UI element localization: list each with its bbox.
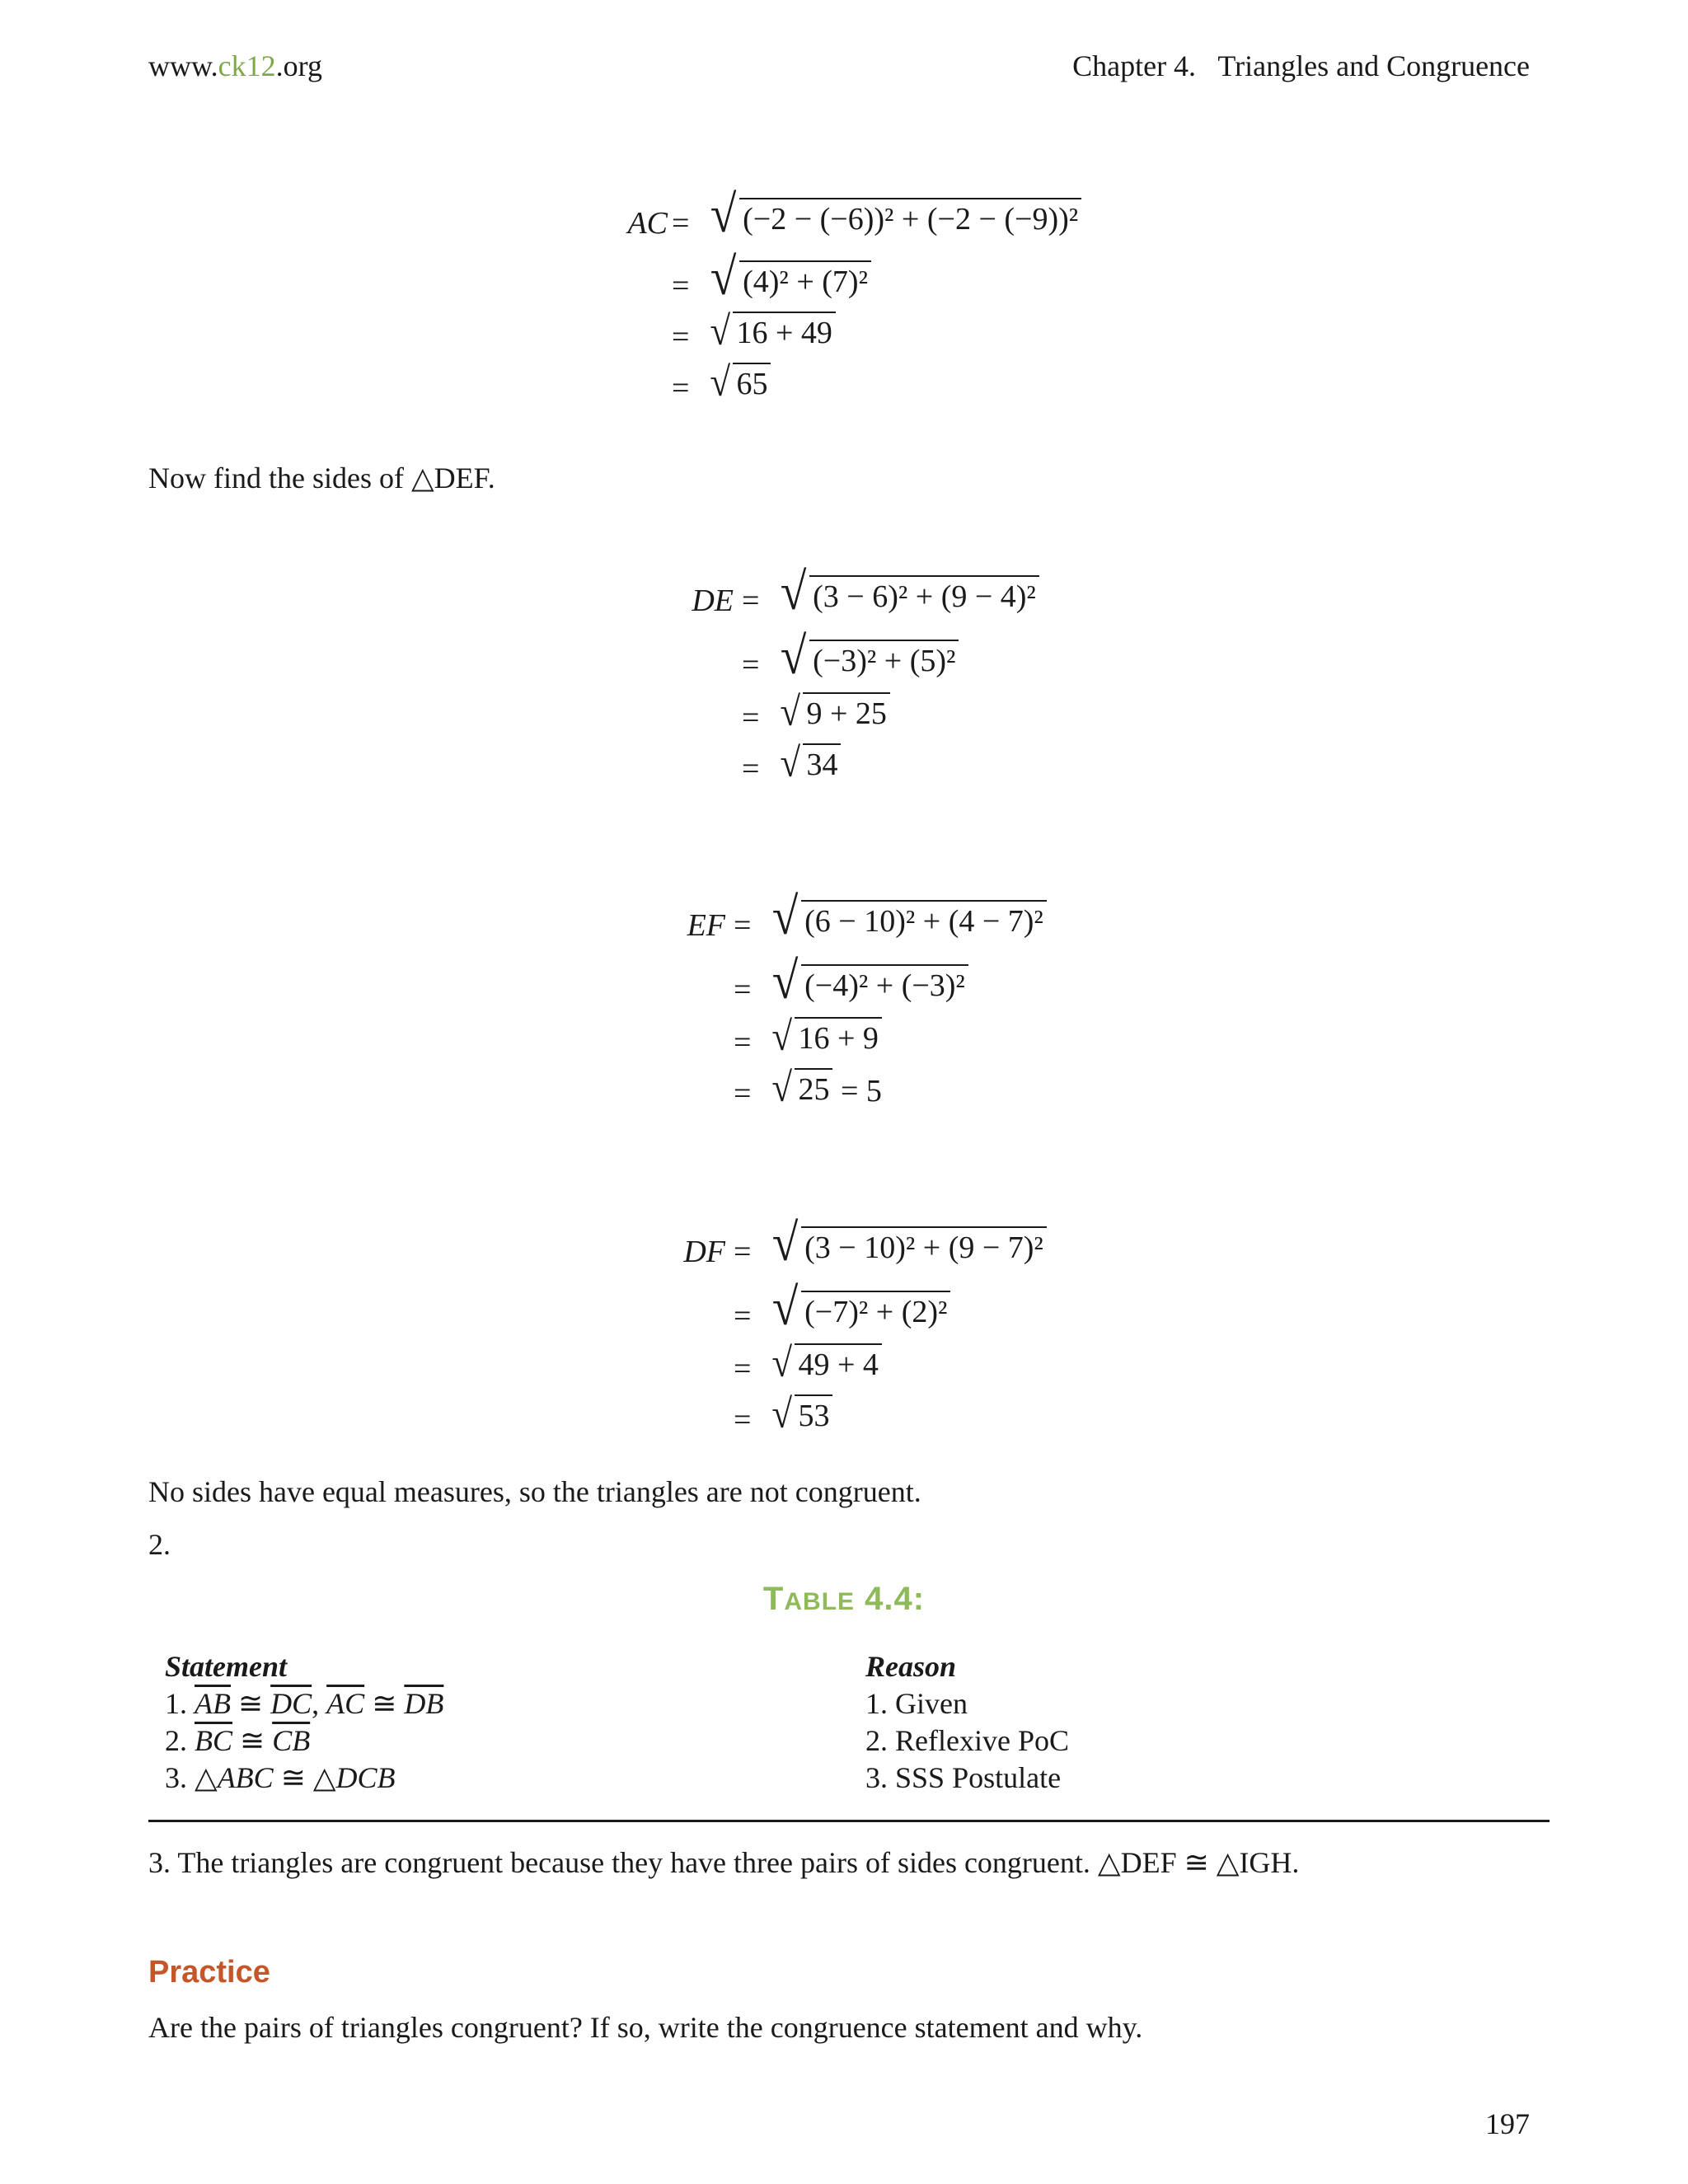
equals-sign: = xyxy=(742,648,760,682)
table-cell-reason: 1. Given xyxy=(865,1687,968,1720)
statement-column xyxy=(165,1648,443,1797)
site-url-brand: ck12 xyxy=(218,49,276,82)
sqrt-expression: √ (−7)² + (2)² xyxy=(771,1284,950,1330)
equals-sign: = xyxy=(742,752,760,786)
paragraph-no-sides: No sides have equal measures, so the triangles are not congruent. xyxy=(148,1475,921,1508)
item-number-2: 2. xyxy=(148,1528,171,1561)
sqrt-expression: √ 34 xyxy=(779,742,841,783)
table-cell-reason: 2. Reflexive PoC xyxy=(865,1724,1069,1757)
reason-column xyxy=(865,1648,1069,1797)
equation-lhs: DF xyxy=(683,1235,725,1269)
sqrt-expression: √ (3 − 6)² + (9 − 4)² xyxy=(779,569,1039,615)
paragraph-practice: Are the pairs of triangles congruent? If so, write the congruence statement and why. xyxy=(148,2011,1143,2044)
table-row: 3. △ABC ≅ △DCB xyxy=(165,1761,396,1794)
equation-lhs: AC xyxy=(627,206,668,241)
equals-sign: = xyxy=(734,972,752,1007)
equals-sign: = xyxy=(672,320,690,354)
table-cell-reason: 3. SSS Postulate xyxy=(865,1761,1062,1794)
site-url-prefix: www. xyxy=(148,49,218,82)
sqrt-expression: √ 9 + 25 xyxy=(779,691,890,732)
equation-result: = 5 xyxy=(832,1074,882,1108)
table-row: 2. $\overline{BC}$ ≅ $\overline{CB}$ xyxy=(165,1724,311,1757)
equals-sign: = xyxy=(734,1235,752,1269)
table-bottom-rule xyxy=(148,1820,1550,1822)
table-header-reason: Reason xyxy=(865,1650,957,1683)
paragraph-item-3: 3. The triangles are congruent because they have three pairs of sides congruent. △DEF ≅ △IGH. xyxy=(148,1846,1300,1879)
sqrt-expression: √ 49 + 4 xyxy=(771,1342,882,1383)
table-header-statement: Statement xyxy=(165,1650,288,1683)
site-url[interactable] xyxy=(148,46,322,86)
sqrt-expression: √ 25 xyxy=(771,1066,832,1108)
sqrt-expression: √ 65 xyxy=(709,361,771,402)
table-caption: TABLE 4.4: xyxy=(762,1581,926,1617)
equals-sign: = xyxy=(734,1076,752,1111)
equals-sign: = xyxy=(742,583,760,618)
equals-sign: = xyxy=(734,1352,752,1386)
equals-sign: = xyxy=(672,371,690,405)
sqrt-expression: √ (3 − 10)² + (9 − 7)² xyxy=(771,1220,1047,1266)
chapter-title: Chapter 4. Triangles and Congruence xyxy=(1072,49,1530,82)
equals-sign: = xyxy=(734,1403,752,1437)
sqrt-expression: √ (4)² + (7)² xyxy=(709,254,871,300)
sqrt-expression: √ 16 + 9 xyxy=(771,1015,882,1057)
equals-sign: = xyxy=(734,1299,752,1333)
sqrt-expression: √ 16 + 49 xyxy=(709,310,836,351)
equation-lhs: EF xyxy=(687,908,725,943)
equals-sign: = xyxy=(734,1025,752,1060)
equals-sign: = xyxy=(742,701,760,735)
paragraph-find-def: Now find the sides of △DEF. xyxy=(148,462,495,494)
sqrt-expression: √ (−4)² + (−3)² xyxy=(771,958,968,1004)
sqrt-expression: √ (−2 − (−6))² + (−2 − (−9))² xyxy=(709,191,1081,237)
table-row: 1. $\overline{AB}$ ≅ $\overline{DC}$, $\overline{AC}$ ≅ $\overline{DB}$ xyxy=(165,1687,444,1720)
sqrt-expression: √ (−3)² + (5)² xyxy=(779,633,959,679)
page-number: 197 xyxy=(1485,2107,1530,2140)
equals-sign: = xyxy=(734,908,752,943)
sqrt-expression: √ 53 xyxy=(771,1393,832,1434)
equals-sign: = xyxy=(672,269,690,303)
equals-sign: = xyxy=(672,206,690,241)
sqrt-expression: √ (6 − 10)² + (4 − 7)² xyxy=(771,893,1047,940)
equation-lhs: DE xyxy=(692,583,734,618)
site-url-suffix: .org xyxy=(275,49,322,82)
section-heading-practice: Practice xyxy=(148,1955,270,1990)
